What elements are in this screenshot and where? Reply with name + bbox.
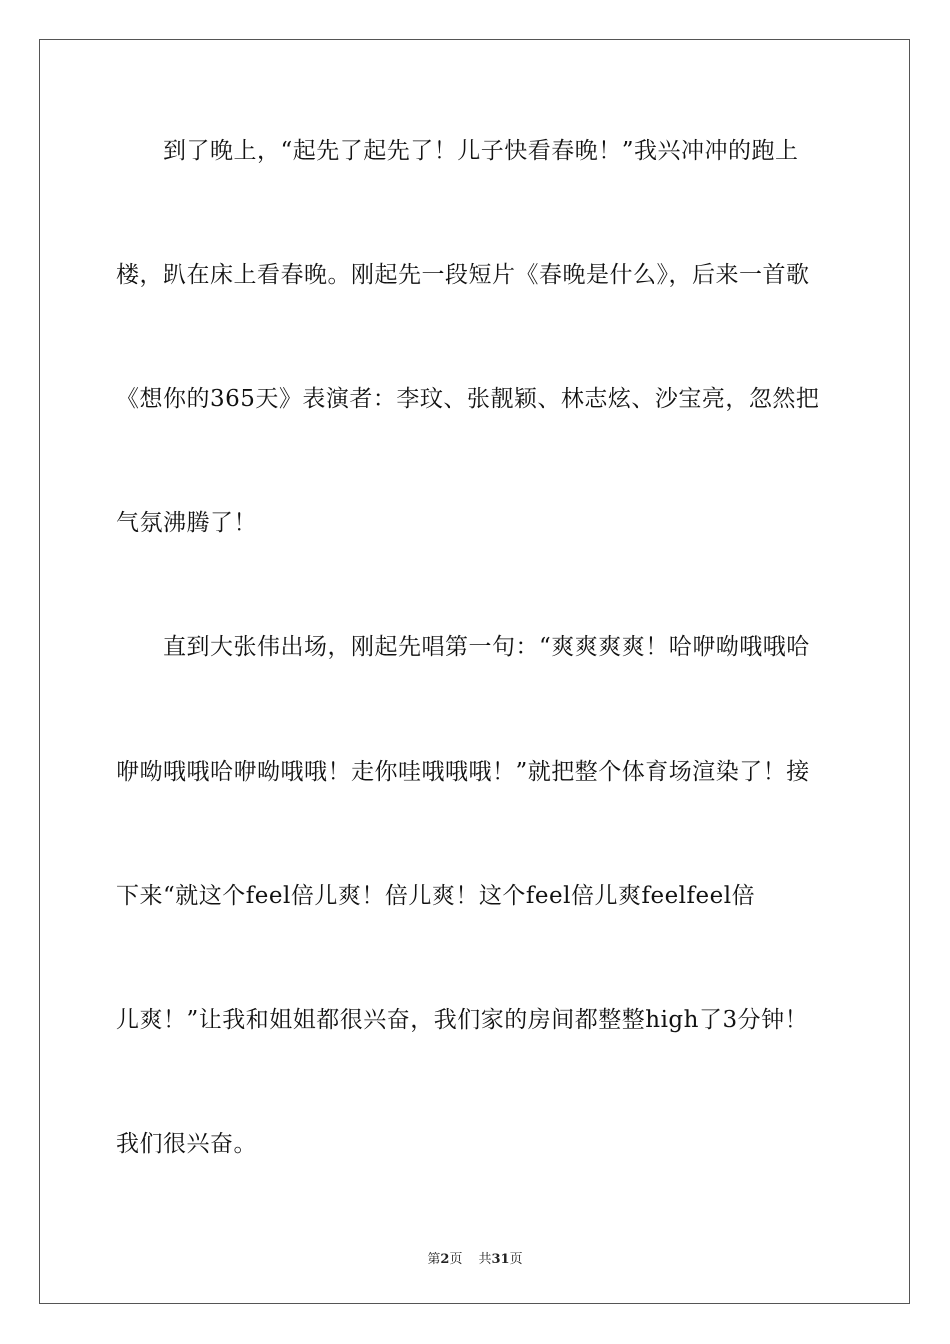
paragraph-1-line-1: 到了晚上，“起先了起先了！儿子快看春晚！”我兴冲冲的跑上 (163, 138, 799, 164)
paragraph-2-line-4: 儿爽！”让我和姐姐都很兴奋，我们家的房间都整整high了3分钟！ (116, 1007, 809, 1033)
page-footer (0, 1248, 950, 1267)
footer-total-prefix: 共 (478, 1252, 492, 1267)
paragraph-1-line-4: 气氛沸腾了！ (116, 510, 257, 536)
footer-page-number: 2 (440, 1252, 450, 1267)
paragraph-1-line-3: 《想你的365天》表演者：李玟、张靓颖、林志炫、沙宝亮，忽然把 (116, 386, 820, 412)
footer-total-number: 31 (491, 1252, 510, 1267)
paragraph-2-line-5: 我们很兴奋。 (116, 1131, 257, 1157)
page-frame (39, 39, 910, 1304)
paragraph-2-line-1: 直到大张伟出场，刚起先唱第一句：“爽爽爽爽！哈咿呦哦哦哈 (163, 634, 810, 660)
footer-total-suffix: 页 (509, 1252, 523, 1267)
paragraph-2-line-2: 咿呦哦哦哈咿呦哦哦！走你哇哦哦哦！”就把整个体育场渲染了！接 (116, 759, 810, 785)
footer-page-suffix: 页 (449, 1252, 463, 1267)
footer-page-prefix: 第 (427, 1252, 441, 1267)
paragraph-1-line-2: 楼，趴在床上看春晚。刚起先一段短片《春晚是什么》，后来一首歌 (116, 262, 810, 288)
paragraph-2-line-3: 下来“就这个feel倍儿爽！倍儿爽！这个feel倍儿爽feelfeel倍 (116, 883, 756, 909)
